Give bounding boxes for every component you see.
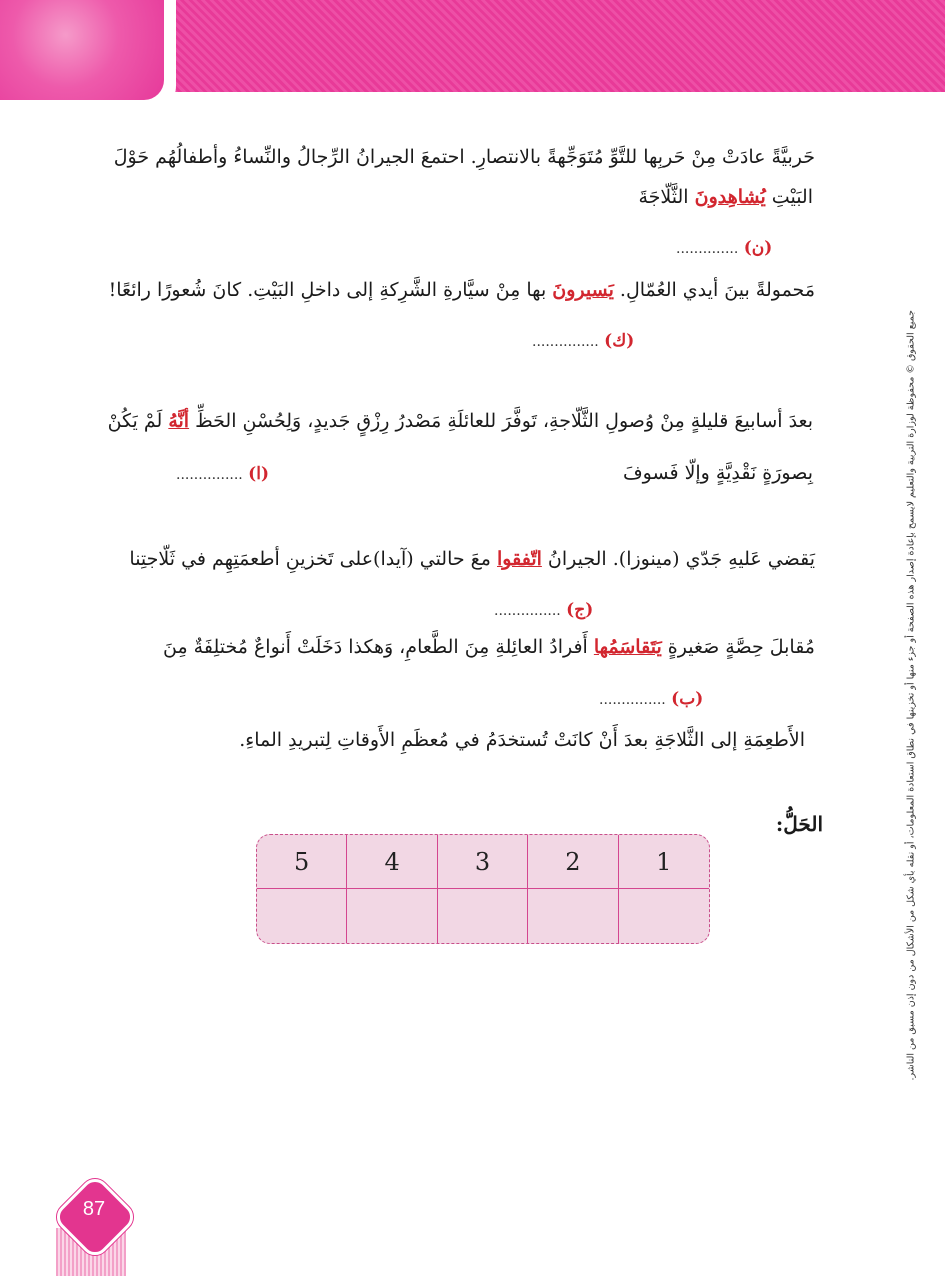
passage-line xyxy=(639,183,814,211)
answer-cell[interactable] xyxy=(257,889,347,943)
passage-text: لَمْ يَكُنْ xyxy=(107,410,169,432)
answer-marker xyxy=(676,236,772,261)
passage-line xyxy=(129,545,815,573)
answer-marker xyxy=(532,329,634,354)
passage-text: مُقابلَ حِصَّةٍ صَغيرةٍ xyxy=(661,636,815,658)
marker-letter: (ب) xyxy=(671,689,704,709)
passage-text: البَيْتِ xyxy=(765,186,813,208)
answer-cell[interactable] xyxy=(438,889,528,943)
answer-table xyxy=(256,834,710,944)
highlighted-verb: يُشاهِدونَ xyxy=(694,186,766,208)
marker-letter: (ن) xyxy=(743,238,773,258)
answer-cell[interactable] xyxy=(619,889,709,943)
marker-letter: (ا) xyxy=(248,464,269,484)
answer-cell[interactable] xyxy=(528,889,618,943)
passage-text: معَ حالتي (آيدا)على تَخزينِ أطعمَتِهِم في ثَلّاجتِنا xyxy=(129,548,497,570)
table-header-cell: 1 xyxy=(619,835,709,889)
page-number: 87 xyxy=(82,1198,106,1220)
marker-dots: .............. xyxy=(676,241,739,257)
table-header-cell: 3 xyxy=(438,835,528,889)
passage-text: مَحمولةً بينَ أيدي العُمّالِ. xyxy=(613,279,815,301)
passage-text: بعدَ أسابيعَ قليلةٍ مِنْ وُصولِ الثَّلّاجةِ، تَوفَّرَ للعائلَةِ مَصْدرُ رِزْقٍ جَديدٍ، وَلِحُسْنِ الحَظِّ xyxy=(189,410,813,432)
passage-line xyxy=(108,407,813,435)
marker-dots: ............... xyxy=(176,467,243,483)
highlighted-verb: يَسيرونَ xyxy=(552,279,614,301)
corner-decoration xyxy=(0,0,176,112)
passage-line xyxy=(109,276,815,304)
passage-line xyxy=(163,633,815,661)
highlighted-verb: يَتَقاسَمُها xyxy=(593,636,662,658)
marker-dots: ............... xyxy=(599,692,666,708)
passage-text: بها مِنْ سيَّارةِ الشَّرِكةِ إلى داخلِ البَيْتِ. كانَ شُعورًا رائعًا! xyxy=(108,279,553,301)
corner-texture xyxy=(0,0,164,100)
answer-marker xyxy=(494,598,593,623)
solution-label: الحَلُّ: xyxy=(775,812,823,836)
passage-line: حَربيَّةً عادَتْ مِنْ حَربِها للتَّوِّ مُتَوَجِّهةً بالانتصارِ. احتمعَ الجيرانُ الرِّجالُ والنِّساءُ وأطفالُهُم حَوْلَ xyxy=(113,146,815,168)
highlighted-word: أنَّهُ xyxy=(168,410,190,432)
answer-cell[interactable] xyxy=(347,889,437,943)
answer-marker xyxy=(599,687,703,712)
highlighted-verb: اتّفقوا xyxy=(497,548,542,570)
passage-line: الأَطعِمَةِ إلى الثَّلاجَةِ بعدَ أَنْ كانَتْ تُستخدَمُ في مُعظَمِ الأَوقاتِ لِتبريدِ الماءِ. xyxy=(239,729,805,751)
table-header-cell: 5 xyxy=(257,835,347,889)
marker-dots: ............... xyxy=(532,334,599,350)
marker-letter: (ك) xyxy=(604,331,635,351)
table-header-cell: 2 xyxy=(528,835,618,889)
answer-marker xyxy=(176,462,269,487)
passage-text: يَقضي عَليهِ جَدّي (مينوزا). الجيرانُ xyxy=(541,548,815,570)
marker-dots: ............... xyxy=(494,603,561,619)
table-header-cell: 4 xyxy=(347,835,437,889)
passage-text: أَفرادُ العائِلةِ مِنَ الطَّعامِ، وَهكذا دَخَلَتْ أَنواعٌ مُختلِفَةٌ مِنَ xyxy=(162,636,594,658)
passage-text: الثَّلّاجَةَ xyxy=(638,186,695,208)
copyright-notice: جميع الحقوق © محفوظة لوزارة التربية والتعليم لايسمح بإعادة إصدار هذه الصفحة أو جزء منها أو تخزينها في نطاق استعادة المعلومات، أو نقله بأي شكل من الأشكال من دون إذن مسبق من الناشر. xyxy=(905,310,917,1081)
marker-letter: (ج) xyxy=(566,600,594,620)
passage-line: بِصورَةٍ نَقْدِيَّةٍ وإلّا فَسوفَ xyxy=(622,462,813,484)
